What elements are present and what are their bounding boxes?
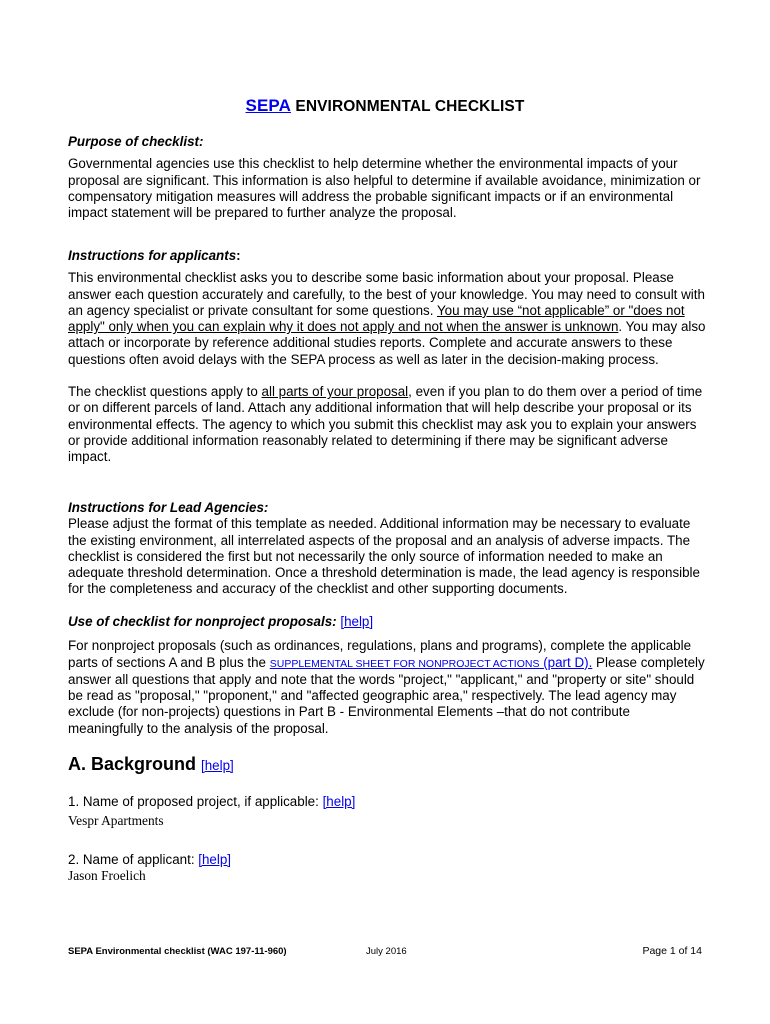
- question-1-label: 1. Name of proposed project, if applicable: [help]: [68, 794, 356, 809]
- section-a-heading: [68, 754, 234, 775]
- applicants-heading: Instructions for applicants:: [68, 248, 241, 263]
- supplemental-sheet-link[interactable]: SUPPLEMENTAL SHEET FOR NONPROJECT ACTIONS: [269, 657, 540, 670]
- question-2-help-link[interactable]: [help]: [198, 852, 232, 867]
- lead-agencies-body: Please adjust the format of this template as needed. Additional information may be necessary to evaluate the existing environment, all interrelated aspects of the proposal and an analysis of adverse impacts. The checklist is considered the first but not necessarily the only source of information needed to make an adequate threshold determination. Once a threshold determination is made, the lead agency is responsible for the completeness and accuracy of the checklist and other supporting documents.: [68, 516, 700, 597]
- purpose-body: Governmental agencies use this checklist to help determine whether the environmental impacts of your proposal are significant. This information is also helpful to determine if available avoidance, minimization or compensatory mitigation measures will address the probable significant impacts or if an environmental impact statement will be prepared to further analyze the proposal.: [68, 156, 701, 221]
- applicants-section: [68, 248, 708, 466]
- nonproject-help-link[interactable]: [help]: [340, 614, 374, 629]
- title-text: ENVIRONMENTAL CHECKLIST: [290, 98, 525, 115]
- nonproject-section: [68, 614, 708, 737]
- question-2-label: 2. Name of applicant: [help]: [68, 852, 232, 867]
- section-a-title: A. Background: [68, 754, 202, 774]
- nonproject-heading-line: [68, 614, 708, 630]
- lead-agencies-heading: Instructions for Lead Agencies:: [68, 500, 269, 515]
- footer-page-number: Page 1 of 14: [642, 945, 702, 957]
- nonproject-body: For nonproject proposals (such as ordinances, regulations, plans and programs), complete the applicable parts of sections A and B plus the SUPPLEMENTAL SHEET FOR NONPROJECT ACTIONS (part D). Please completely answer all questions that apply and note that the words "project," "applicant," and "property or site" should be read as "proposal," "proponent," and "affected geographic area," respectively. The lead agency may exclude (for non-projects) questions in Part B - Environmental Elements –that do not contribute meaningfully to the analysis of the proposal.: [68, 638, 705, 736]
- question-2: [68, 852, 708, 885]
- lead-agencies-section: [68, 500, 708, 598]
- section-a-help-link[interactable]: [help]: [201, 758, 234, 773]
- purpose-heading: Purpose of checklist:: [68, 134, 204, 149]
- applicants-paragraph-2: The checklist questions apply to all parts of your proposal, even if you plan to do them over a period of time or on different parcels of land. Attach any additional information that will help describe your proposal or its environmental effects. The agency to which you submit this checklist may ask you to explain your answers or provide additional information reasonably related to determining if there may be significant adverse impact.: [68, 384, 703, 465]
- page-title: [0, 96, 770, 116]
- part-d-link[interactable]: (part D).: [539, 654, 593, 670]
- question-1-answer[interactable]: Vespr Apartments: [68, 813, 164, 829]
- applicants-paragraph-1: This environmental checklist asks you to describe some basic information about your proposal. Please answer each question accurately and carefully, to the best of your knowledge. You may need to consult with an agency specialist or private consultant for some questions. You may use “not applicable” or "does not apply" only when you can explain why it does not apply and not when the answer is unknown. You may also attach or incorporate by reference additional studies reports. Complete and accurate answers to these questions often avoid delays with the SEPA process as well as later in the decision-making process.: [68, 270, 706, 367]
- footer-left: SEPA Environmental checklist (WAC 197-11-960): [68, 946, 287, 957]
- purpose-section: [68, 134, 708, 221]
- footer-date: July 2016: [366, 946, 407, 957]
- sepa-link[interactable]: SEPA: [245, 96, 291, 115]
- all-parts-note: all parts of your proposal: [261, 384, 409, 400]
- question-1-help-link[interactable]: [help]: [322, 794, 356, 809]
- nonproject-heading: Use of checklist for nonproject proposals:: [68, 614, 337, 629]
- question-1: [68, 794, 708, 830]
- question-2-answer[interactable]: Jason Froelich: [68, 868, 146, 884]
- not-applicable-note: You may use “not applicable” or "does not apply" only when you can explain why it does not apply and not when the answer is unknown: [68, 302, 685, 335]
